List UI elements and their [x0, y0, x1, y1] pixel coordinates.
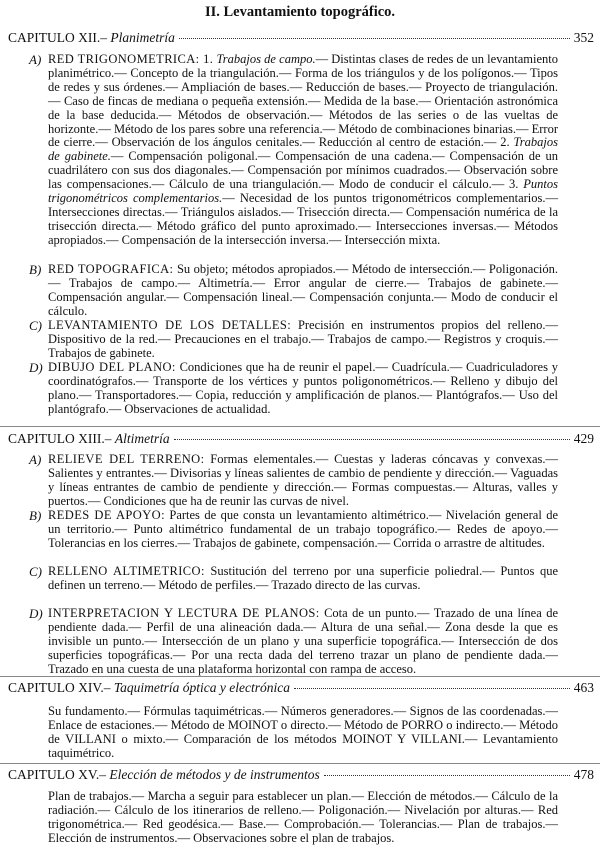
chapter-page-number: 429	[573, 431, 594, 446]
subsection-title: Trabajos de campo.	[216, 52, 316, 66]
section-label: D)	[29, 606, 43, 621]
dot-leader	[179, 38, 570, 39]
chapter-heading-xii	[8, 30, 594, 48]
chapter-divider	[0, 426, 600, 427]
dot-leader	[294, 688, 570, 689]
section-heading: LEVANTAMIENTO DE LOS DETALLES:	[48, 318, 292, 332]
section-text: Partes de que consta un levantamiento altimétrico.— Nivelación general de un territorio.— Punto altimétrico fundamental de un trabajo topográfico.— Redes de apoyo.— Tolerancias en los cierres.— Trabajos de gabinete, compensación.— Corrida o arrastre de altitudes.	[48, 508, 559, 550]
chapter-number: CAPITULO XIII.	[8, 431, 105, 446]
section-red-topografica	[29, 262, 558, 319]
section-label: A)	[29, 452, 42, 467]
chapter-heading-xv	[8, 767, 594, 785]
section-heading: DIBUJO DEL PLANO:	[48, 360, 176, 374]
chapter-title: Planimetría	[110, 30, 175, 45]
dot-leader	[324, 775, 570, 776]
section-relleno-altimetrico	[29, 564, 559, 593]
section-text: Precisión en instrumentos propios del relleno.— Dispositivo de la red.— Precauciones en el trabajo.— Trabajos de campo.— Registros y croquis.— Trabajos de gabinete.	[48, 318, 558, 360]
section-redes-apoyo	[29, 508, 559, 551]
section-text: Su objeto; métodos apropiados.— Método de intersección.— Poligonación.— Trabajos de campo.— Altimetría.— Error angular de cierre.— Trabajos de gabinete.— Compensación angular.— Compensación lineal.— Compensación conjunta.— Modo de conducir el cálculo.	[48, 262, 558, 318]
section-label: C)	[29, 564, 42, 579]
section-text: — Compensación poligonal.— Compensación de una cadena.— Compensación de un cuadrilátero con sus dos diagonales.— Compensación por mínimos cuadrados.— Observación sobre las compensaciones.— Cálculo de una triangulación.— Modo de conducir el cálculo.— 3.	[48, 149, 558, 192]
section-label: A)	[29, 52, 42, 67]
section-text: Formas elementales.— Cuestas y laderas cóncavas y convexas.— Salientes y entrantes.— Divisorias y líneas salientes de cambio de pendiente y dirección.— Vaguadas y líneas entrantes de cambio de pendiente y dirección.— Formas compuestas.— Alturas, valles y puertos.— Condiciones que ha de reunir las curvas de nivel.	[48, 452, 558, 508]
section-heading: RED TRIGONOMETRICA: 1.	[48, 52, 214, 66]
chapter-page-number: 478	[573, 767, 594, 782]
chapter-number: CAPITULO XII.	[8, 30, 101, 45]
chapter-number: CAPITULO XV.	[8, 767, 100, 782]
section-relieve-terreno	[29, 452, 558, 509]
part-title: II. Levantamiento topográfico.	[204, 4, 396, 20]
chapter-separator: –	[100, 30, 111, 45]
chapter-separator: –	[104, 431, 115, 446]
section-text: Sustitución del terreno por una superficie poliedral.— Puntos que definen un terreno.— Método de perfiles.— Trazado directo de las curvas.	[48, 564, 559, 592]
chapter-summary-xv: Plan de trabajos.— Marcha a seguir para establecer un plan.— Elección de métodos.— Cálculo de la radiación.— Cálculo de los itinerarios de relleno.— Poligonación.— Nivelación por alturas.— Red trigonométrica.— Red geodésica.— Base.— Comprobación.— Tolerancias.— Plan de trabajos.— Elección de instrumentos.— Observaciones sobre el plan de trabajos.	[48, 789, 558, 845]
section-heading: RELIEVE DEL TERRENO:	[48, 452, 205, 466]
section-levantamiento-detalles	[29, 318, 558, 361]
chapter-number: CAPITULO XIV.	[8, 680, 104, 695]
section-text: Cota de un punto.— Trazado de una línea de pendiente dada.— Perfil de una alineación dada.— Altura de una señal.— Zona desde la que es invisible un punto.— Intersección de un plano y una superficie topográfica.— Intersección de dos superficies topográficas.— Por una recta dada del terreno trazar un plano de pendiente dada.— Trazado en una cuesta de una plataforma horizontal con rampa de acceso.	[48, 606, 559, 676]
chapter-page-number: 352	[573, 30, 594, 45]
section-label: C)	[29, 318, 42, 333]
chapter-summary-xiv: Su fundamento.— Fórmulas taquimétricas.— Números generadores.— Signos de las coordenadas.— Enlace de estaciones.— Método de MOINOT o directo.— Método de PORRO o indirecto.— Método de VILLANI o mixto.— Comparación de los métodos MOINOT Y VILLANI.— Levantamiento taquimétrico.	[48, 704, 558, 760]
section-heading: INTERPRETACION Y LECTURA DE PLANOS:	[48, 606, 320, 620]
section-red-trigonometrica	[29, 52, 559, 248]
section-text: — Distintas clases de redes de un levantamiento planimétrico.— Concepto de la triangulación.— Forma de los triángulos y de los polígonos.— Tipos de redes y sus órdenes.— Ampliación de bases.— Reducción de bases.— Proyecto de triangulación.— Caso de fincas de mediana o pequeña extensión.— Medida de la base.— Orientación astronómica de la base deducida.— Métodos de observación.— Métodos de las series o de las vueltas de horizonte.— Método de los pares sobre una referencia.— Método de combinaciones binarias.— Error de cierre.— Observación de los ángulos cenitales.— Reducción al centro de estación.— 2.	[48, 52, 558, 150]
section-interpretacion-planos	[29, 606, 559, 677]
chapter-separator: –	[99, 767, 110, 782]
section-heading: REDES DE APOYO:	[48, 508, 165, 522]
section-heading: RELLENO ALTIMETRICO:	[48, 564, 205, 578]
section-dibujo-plano	[29, 360, 558, 417]
chapter-divider	[0, 763, 600, 764]
section-label: B)	[29, 508, 42, 523]
section-text: — Necesidad de los puntos trigonométricos complementarios.— Intersecciones directas.— Triángulos aislados.— Trisección directa.— Compensación numérica de la trisección directa.— Método gráfico del punto aproximado.— Intersecciones inversas.— Métodos apropiados.— Compensación de la intersección inversa.— Intersección mixta.	[48, 191, 558, 247]
section-label: B)	[29, 262, 42, 277]
dot-leader	[174, 439, 570, 440]
section-label: D)	[29, 360, 43, 375]
subsection-title: Trabajos de gabinete.	[48, 135, 559, 164]
chapter-heading-xiii	[8, 431, 594, 449]
chapter-title: Elección de métodos y de instrumentos	[109, 767, 320, 782]
chapter-title: Taquimetría óptica y electrónica	[113, 680, 290, 695]
chapter-page-number: 463	[573, 680, 594, 695]
chapter-title: Altimetría	[114, 431, 170, 446]
section-heading: RED TOPOGRAFICA:	[48, 262, 174, 276]
chapter-divider	[0, 676, 600, 677]
section-text: Condiciones que ha de reunir el papel.— Cuadrícula.— Cuadriculadores y coordinatógrafos.— Transporte de los vértices y puntos poligonométricos.— Relleno y dibujo del plano.— Transportadores.— Copia, reducción y amplificación de planos.— Plantógrafos.— Uso del plantógrafo.— Observaciones de actualidad.	[48, 360, 558, 416]
subsection-title: Puntos trigonométricos complementarios.	[48, 177, 559, 206]
chapter-heading-xiv	[8, 680, 594, 698]
chapter-separator: –	[103, 680, 114, 695]
